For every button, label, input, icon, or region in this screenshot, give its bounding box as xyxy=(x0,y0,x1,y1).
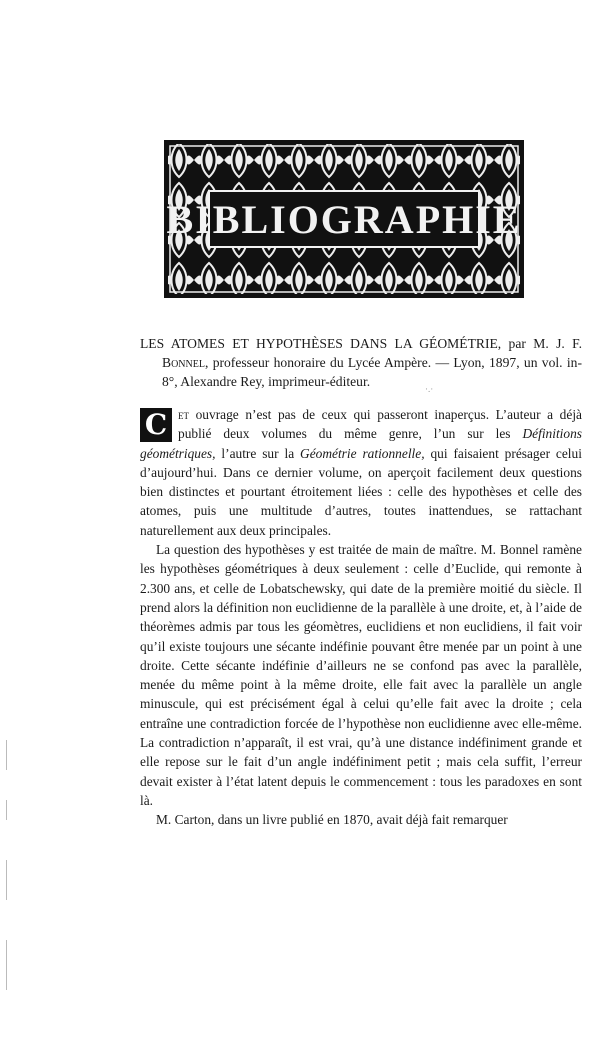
scan-speck: ·.· xyxy=(425,384,434,394)
banner-title: BIBLIOGRAPHIE xyxy=(208,190,480,248)
review-body xyxy=(140,405,582,830)
book-title: LES ATOMES ET HYPOTHÈSES DANS LA GÉOMÉTRIE, xyxy=(140,336,502,351)
paragraph-1 xyxy=(140,405,582,540)
work-title-definitions: Définitions géométriques, xyxy=(140,426,582,461)
paragraph-3: M. Carton, dans un livre publié en 1870, avait déjà fait remarquer xyxy=(156,812,508,828)
p1-text-c: qui faisaient présager celui d’aujourd’hui. Dans ce dernier volume, on aperçoit facilement deux questions bien distinctes et pourtant étroitement liées : celle des hypothèses et celle des atomes, puis une multitude d’autres, toutes inattendues, se rattachant naturellement aux deux principales. xyxy=(140,445,582,538)
publication-details: professeur honoraire du Lycée Ampère. — Lyon, 1897, un vol. in-8°, Alexandre Rey, imprimeur-éditeur. xyxy=(162,355,582,389)
citation-by: par xyxy=(508,336,526,351)
paragraph-2: La question des hypothèses y est traitée de main de maître. M. Bonnel ramène les hypothèses géométriques à deux seulement : celle d’Euclide, qui remonte à 2.300 ans, et celle de Lobatschewsky, qui date de la première moitié du siècle. Il prend alors la définition non euclidienne de la parallèle à une droite, et, à l’aide de théorèmes admis par tous les géomètres, euclidiens et non euclidiens, il fait voir qu’il existe toujours une sécante indéfinie pouvant être menée par un point à une droite. Cette sécante indéfinie d’ailleurs ne se confond pas avec la parallèle, menée du même point à la même droite, elle fait avec la parallèle un angle minuscule, qui est précisément égal à celui qu’elle fait avec la droite ; cela entraîne une contradiction forcée de l’hypothèse non euclidienne avec elle-même. La contradiction n’apparaît, il est vrai, qu’à une distance indéfiniment grande et elle repose sur le fait d’un angle indéfiniment petit ; mais cela suffit, l’erreur devait exister à l’état latent depuis le commencement : tous les paradoxes en sont là. xyxy=(140,542,582,808)
scan-edge-marks xyxy=(6,740,8,1000)
book-author: M. J. F. Bonnel, xyxy=(162,336,583,370)
first-word: et xyxy=(178,407,189,422)
bibliographic-citation xyxy=(140,334,582,391)
drop-cap: C xyxy=(140,408,172,442)
p1-text-a: ouvrage n’est pas de ceux qui passeront inaperçus. L’auteur a déjà publié deux volumes du même genre, l’un sur les xyxy=(178,407,582,442)
bibliographie-banner xyxy=(164,140,524,298)
p1-text-b: l’autre sur la xyxy=(221,445,295,461)
work-title-geometrie: Géométrie rationnelle, xyxy=(300,445,425,461)
